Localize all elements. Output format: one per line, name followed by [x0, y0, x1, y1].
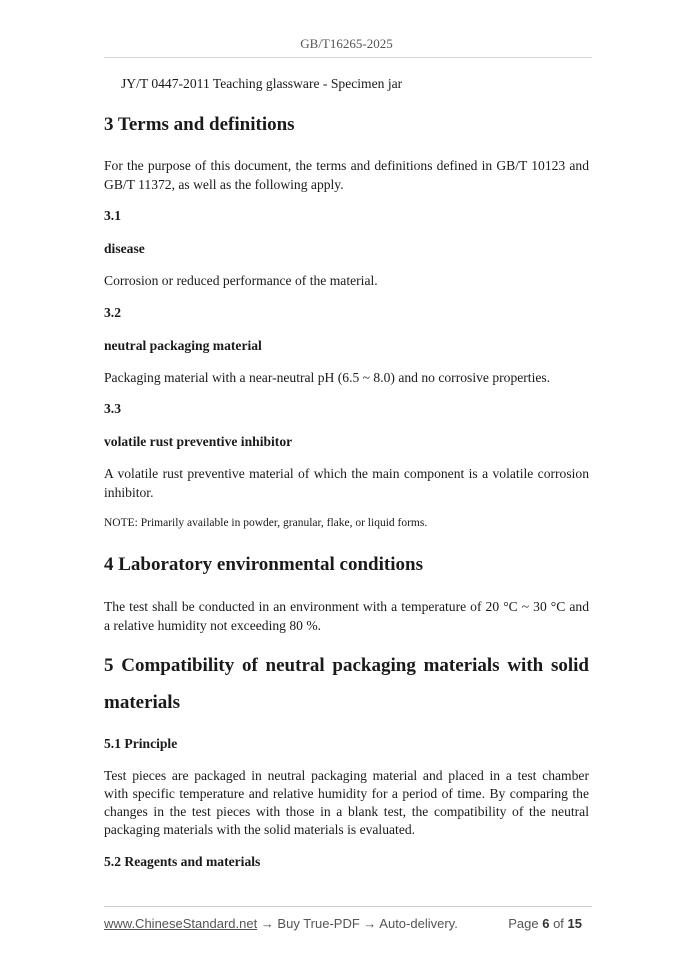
section-4-heading: 4 Laboratory environmental conditions	[104, 554, 423, 575]
term-number-3-2: 3.2	[104, 305, 121, 320]
page-total: 15	[567, 916, 582, 931]
section-3-intro-line1: For the purpose of this document, the terms and definitions defined in GB/T 10123 and	[104, 158, 589, 173]
term-volatile-rust-preventive-inhibitor: volatile rust preventive inhibitor	[104, 434, 293, 449]
page-header: GB/T16265-2025	[300, 36, 393, 51]
site-link[interactable]: www.ChineseStandard.net	[104, 916, 258, 931]
page-number: 6	[542, 916, 550, 931]
definition-vci-line2: inhibitor.	[104, 485, 154, 500]
term-neutral-packaging-material: neutral packaging material	[104, 338, 262, 353]
term-number-3-1: 3.1	[104, 208, 121, 223]
section-5-heading-line2: materials	[104, 692, 180, 713]
footer-promo	[104, 916, 458, 931]
principle-line3: changes in the test pieces with those in a blank test, the compatibility of the neutral	[104, 804, 589, 819]
page-word: Page	[508, 916, 539, 931]
normative-reference: JY/T 0447-2011 Teaching glassware - Specimen jar	[121, 76, 403, 91]
page-counter	[508, 916, 582, 931]
principle-line4: packaging materials with the solid materials is evaluated.	[104, 822, 416, 837]
section-3-intro-line2: GB/T 11372, as well as the following apply.	[104, 177, 344, 192]
definition-vci-line1: A volatile rust preventive material of which the main component is a volatile corrosion	[104, 466, 589, 481]
header-divider	[104, 57, 592, 58]
principle-line2: with specific temperature and relative humidity for a period of time. By comparing the	[104, 786, 589, 801]
principle-line1: Test pieces are packaged in neutral packaging material and placed in a test chamber	[104, 768, 589, 783]
term-number-3-3: 3.3	[104, 401, 121, 416]
section-3-heading: 3 Terms and definitions	[104, 114, 295, 135]
note-vci: NOTE: Primarily available in powder, granular, flake, or liquid forms.	[104, 517, 428, 529]
footer-divider	[104, 906, 592, 907]
section-5-heading-line1: 5 Compatibility of neutral packaging materials with solid	[104, 655, 589, 676]
definition-disease: Corrosion or reduced performance of the material.	[104, 273, 378, 288]
section-4-line1: The test shall be conducted in an environment with a temperature of 20 °C ~ 30 °C and	[104, 599, 589, 614]
term-disease: disease	[104, 241, 145, 256]
definition-neutral-packaging-material: Packaging material with a near-neutral pH (6.5 ~ 8.0) and no corrosive properties.	[104, 370, 551, 385]
subsection-5-2-heading: 5.2 Reagents and materials	[104, 854, 261, 869]
footer-promo-text: → Buy True-PDF → Auto-delivery.	[257, 916, 458, 931]
subsection-5-1-heading: 5.1 Principle	[104, 736, 178, 751]
of-word: of	[553, 916, 564, 931]
section-4-line2: a relative humidity not exceeding 80 %.	[104, 618, 322, 633]
